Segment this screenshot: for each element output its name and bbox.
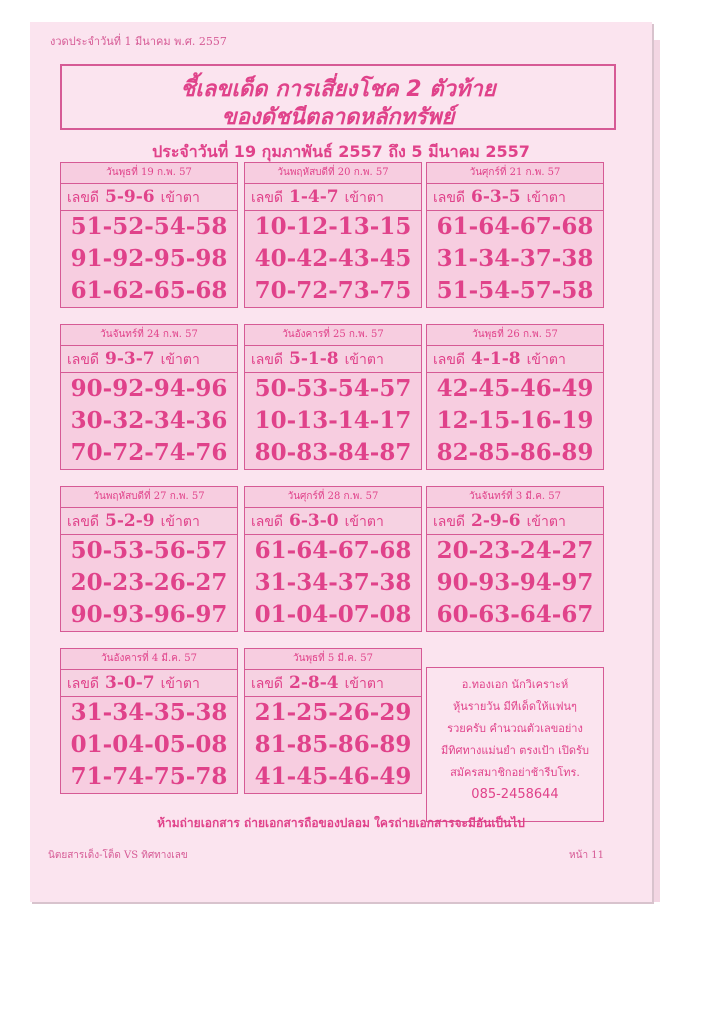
copy-warning: ห้ามถ่ายเอกสาร ถ่ายเอกสารถือของปลอม ใครถ่ายเอกสารจะมีอันเป็นไป (157, 816, 525, 830)
number-row: 50-53-54-57 (254, 375, 412, 402)
card-key-line (427, 184, 603, 211)
key-label: เลขดี (67, 676, 100, 692)
number-row: 42-45-46-49 (436, 375, 594, 402)
key-digits: 5-1-8 (289, 349, 339, 369)
key-digits: 2-9-6 (471, 511, 521, 531)
number-row: 51-52-54-58 (70, 213, 228, 240)
number-row: 71-74-75-78 (70, 763, 228, 790)
card-key-line (245, 508, 421, 535)
number-row: 41-45-46-49 (254, 763, 412, 790)
period-text: ประจำวันที่ 19 กุมภาพันธ์ 2557 ถึง 5 มีนาคม 2557 (152, 142, 530, 161)
number-row: 30-32-34-36 (70, 407, 228, 434)
footer-page-number: หน้า 11 (569, 850, 604, 861)
number-row: 90-93-96-97 (70, 601, 228, 628)
card-key-line (427, 508, 603, 535)
number-row: 70-72-74-76 (70, 439, 228, 466)
number-row: 21-25-26-29 (254, 699, 412, 726)
key-label: เลขดี (251, 190, 284, 206)
number-row: 31-34-37-38 (436, 245, 594, 272)
day-card (244, 648, 422, 794)
card-date: วันพุธที่ 5 มี.ค. 57 (245, 649, 421, 670)
title-box (60, 64, 616, 130)
number-row: 61-64-67-68 (436, 213, 594, 240)
key-label: เลขดี (251, 352, 284, 368)
key-label: เลขดี (67, 514, 100, 530)
number-row: 12-15-16-19 (436, 407, 594, 434)
number-row: 50-53-56-57 (70, 537, 228, 564)
card-date: วันศุกร์ที่ 28 ก.พ. 57 (245, 487, 421, 508)
info-line: สมัครสมาชิกอย่าช้ารีบโทร. (450, 766, 580, 779)
card-key-line (245, 670, 421, 697)
card-date: วันอังคารที่ 25 ก.พ. 57 (245, 325, 421, 346)
number-row: 10-13-14-17 (254, 407, 412, 434)
number-row: 01-04-07-08 (254, 601, 412, 628)
page-edge (652, 40, 660, 902)
number-row: 51-54-57-58 (436, 277, 594, 304)
card-date: วันพฤหัสบดีที่ 20 ก.พ. 57 (245, 163, 421, 184)
info-line: รวยครับ คำนวณตัวเลขอย่าง (447, 722, 583, 735)
day-card (244, 486, 422, 632)
number-row: 80-83-84-87 (254, 439, 412, 466)
issue-header: งวดประจำวันที่ 1 มีนาคม พ.ศ. 2557 (50, 35, 227, 48)
number-row: 81-85-86-89 (254, 731, 412, 758)
key-digits: 6-3-5 (471, 187, 521, 207)
title-line-2: ของดัชนีตลาดหลักทรัพย์ (221, 105, 455, 130)
day-card (244, 324, 422, 470)
key-suffix: เข้าตา (160, 514, 200, 530)
card-key-line (61, 346, 237, 373)
card-date: วันอังคารที่ 4 มี.ค. 57 (61, 649, 237, 670)
key-digits: 5-2-9 (105, 511, 155, 531)
key-label: เลขดี (433, 352, 466, 368)
info-line: หุ้นรายวัน มีทีเด็ดให้แฟนๆ (453, 700, 577, 713)
title-line-1: ชี้เลขเด็ด การเสี่ยงโชค 2 ตัวท้าย (180, 77, 496, 102)
day-card (244, 162, 422, 308)
info-box (426, 667, 604, 822)
number-row: 70-72-73-75 (254, 277, 412, 304)
key-suffix: เข้าตา (344, 190, 384, 206)
info-line: มีทิศทางแม่นยำ ตรงเป้า เปิดรับ (441, 744, 589, 757)
footer-magazine-name: นิตยสารเด็ง-โต็ด VS ทิศทางเลข (48, 850, 188, 861)
info-phone: 085-2458644 (471, 787, 559, 802)
card-key-line (61, 670, 237, 697)
day-card (60, 324, 238, 470)
key-suffix: เข้าตา (160, 352, 200, 368)
card-date: วันจันทร์ที่ 3 มี.ค. 57 (427, 487, 603, 508)
key-suffix: เข้าตา (344, 514, 384, 530)
card-key-line (61, 508, 237, 535)
magazine-page (30, 22, 652, 902)
number-row: 01-04-05-08 (70, 731, 228, 758)
key-digits: 6-3-0 (289, 511, 339, 531)
number-row: 40-42-43-45 (254, 245, 412, 272)
key-suffix: เข้าตา (526, 190, 566, 206)
number-row: 31-34-37-38 (254, 569, 412, 596)
number-row: 20-23-24-27 (436, 537, 594, 564)
card-key-line (427, 346, 603, 373)
day-card (426, 486, 604, 632)
card-date: วันพุธที่ 19 ก.พ. 57 (61, 163, 237, 184)
number-row: 91-92-95-98 (70, 245, 228, 272)
key-suffix: เข้าตา (526, 352, 566, 368)
key-suffix: เข้าตา (344, 676, 384, 692)
key-digits: 3-0-7 (105, 673, 155, 693)
card-date: วันจันทร์ที่ 24 ก.พ. 57 (61, 325, 237, 346)
day-card (426, 324, 604, 470)
card-key-line (245, 346, 421, 373)
key-digits: 9-3-7 (105, 349, 155, 369)
number-row: 61-62-65-68 (70, 277, 228, 304)
key-label: เลขดี (67, 190, 100, 206)
key-suffix: เข้าตา (526, 514, 566, 530)
key-label: เลขดี (433, 190, 466, 206)
number-row: 31-34-35-38 (70, 699, 228, 726)
key-suffix: เข้าตา (160, 190, 200, 206)
number-row: 61-64-67-68 (254, 537, 412, 564)
key-label: เลขดี (67, 352, 100, 368)
number-row: 60-63-64-67 (436, 601, 594, 628)
number-row: 90-93-94-97 (436, 569, 594, 596)
day-card (60, 486, 238, 632)
day-card (60, 162, 238, 308)
key-digits: 5-9-6 (105, 187, 155, 207)
key-digits: 4-1-8 (471, 349, 521, 369)
key-label: เลขดี (251, 514, 284, 530)
key-suffix: เข้าตา (344, 352, 384, 368)
number-row: 90-92-94-96 (70, 375, 228, 402)
card-key-line (61, 184, 237, 211)
number-row: 20-23-26-27 (70, 569, 228, 596)
key-suffix: เข้าตา (160, 676, 200, 692)
number-row: 10-12-13-15 (254, 213, 412, 240)
number-row: 82-85-86-89 (436, 439, 594, 466)
key-digits: 1-4-7 (289, 187, 339, 207)
day-card (426, 162, 604, 308)
key-label: เลขดี (433, 514, 466, 530)
card-date: วันพุธที่ 26 ก.พ. 57 (427, 325, 603, 346)
card-date: วันศุกร์ที่ 21 ก.พ. 57 (427, 163, 603, 184)
info-line: อ.ทองเอก นักวิเคราะห์ (461, 678, 569, 691)
card-key-line (245, 184, 421, 211)
card-date: วันพฤหัสบดีที่ 27 ก.พ. 57 (61, 487, 237, 508)
key-label: เลขดี (251, 676, 284, 692)
day-card (60, 648, 238, 794)
key-digits: 2-8-4 (289, 673, 339, 693)
